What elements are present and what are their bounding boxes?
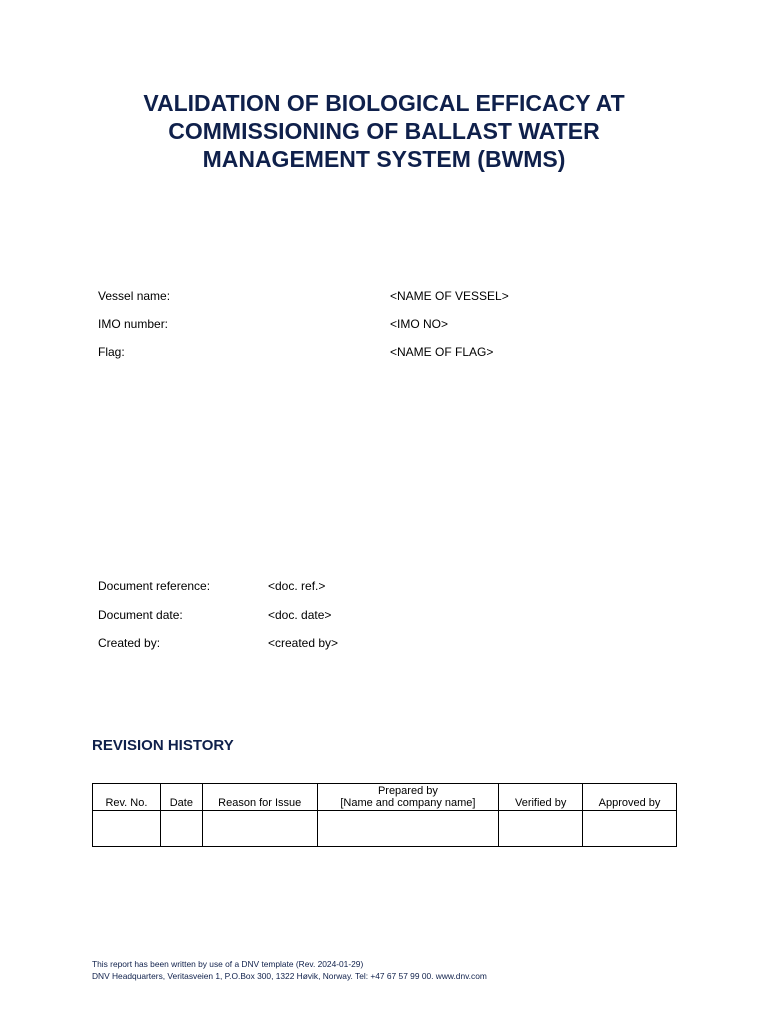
verified-by-cell (499, 811, 583, 847)
flag-value: <NAME OF FLAG> (390, 345, 494, 359)
prepared-by-line-1: Prepared by (377, 785, 438, 797)
prepared-by-line-2: [Name and company name] (340, 797, 476, 809)
page-footer (92, 958, 487, 982)
approved-by-header: Approved by (583, 784, 677, 811)
rev-no-cell (93, 811, 161, 847)
approved-by-cell (583, 811, 677, 847)
document-reference-label: Document reference: (98, 579, 211, 593)
table-row (93, 811, 677, 847)
created-by-label: Created by: (98, 636, 161, 650)
document-date-label: Document date: (98, 608, 183, 622)
table-header-row (93, 784, 677, 811)
verified-by-header: Verified by (499, 784, 583, 811)
reason-cell (202, 811, 317, 847)
rev-no-header: Rev. No. (93, 784, 161, 811)
vessel-name-value: <NAME OF VESSEL> (390, 289, 509, 303)
document-date-value: <doc. date> (268, 608, 332, 622)
vessel-name-label: Vessel name: (98, 289, 171, 303)
title-line-2: COMMISSIONING OF BALLAST WATER (168, 118, 600, 144)
flag-label: Flag: (98, 345, 125, 359)
footer-template-note: This report has been written by use of a DNV template (Rev. 2024-01-29) (92, 959, 364, 969)
prepared-by-header (317, 784, 499, 811)
imo-number-label: IMO number: (98, 317, 169, 331)
date-header: Date (160, 784, 202, 811)
revision-history-table (92, 783, 677, 847)
prepared-by-cell (317, 811, 499, 847)
document-reference-value: <doc. ref.> (268, 579, 326, 593)
title-line-1: VALIDATION OF BIOLOGICAL EFFICACY AT (143, 90, 625, 116)
imo-number-value: <IMO NO> (390, 317, 449, 331)
document-title (60, 89, 708, 173)
date-cell (160, 811, 202, 847)
reason-header: Reason for Issue (202, 784, 317, 811)
revision-history-heading: REVISION HISTORY (92, 737, 234, 754)
title-line-3: MANAGEMENT SYSTEM (BWMS) (202, 146, 566, 172)
created-by-value: <created by> (268, 636, 339, 650)
footer-address: DNV Headquarters, Veritasveien 1, P.O.Box 300, 1322 Høvik, Norway. Tel: +47 67 57 99 00. www.dnv.com (92, 971, 487, 981)
